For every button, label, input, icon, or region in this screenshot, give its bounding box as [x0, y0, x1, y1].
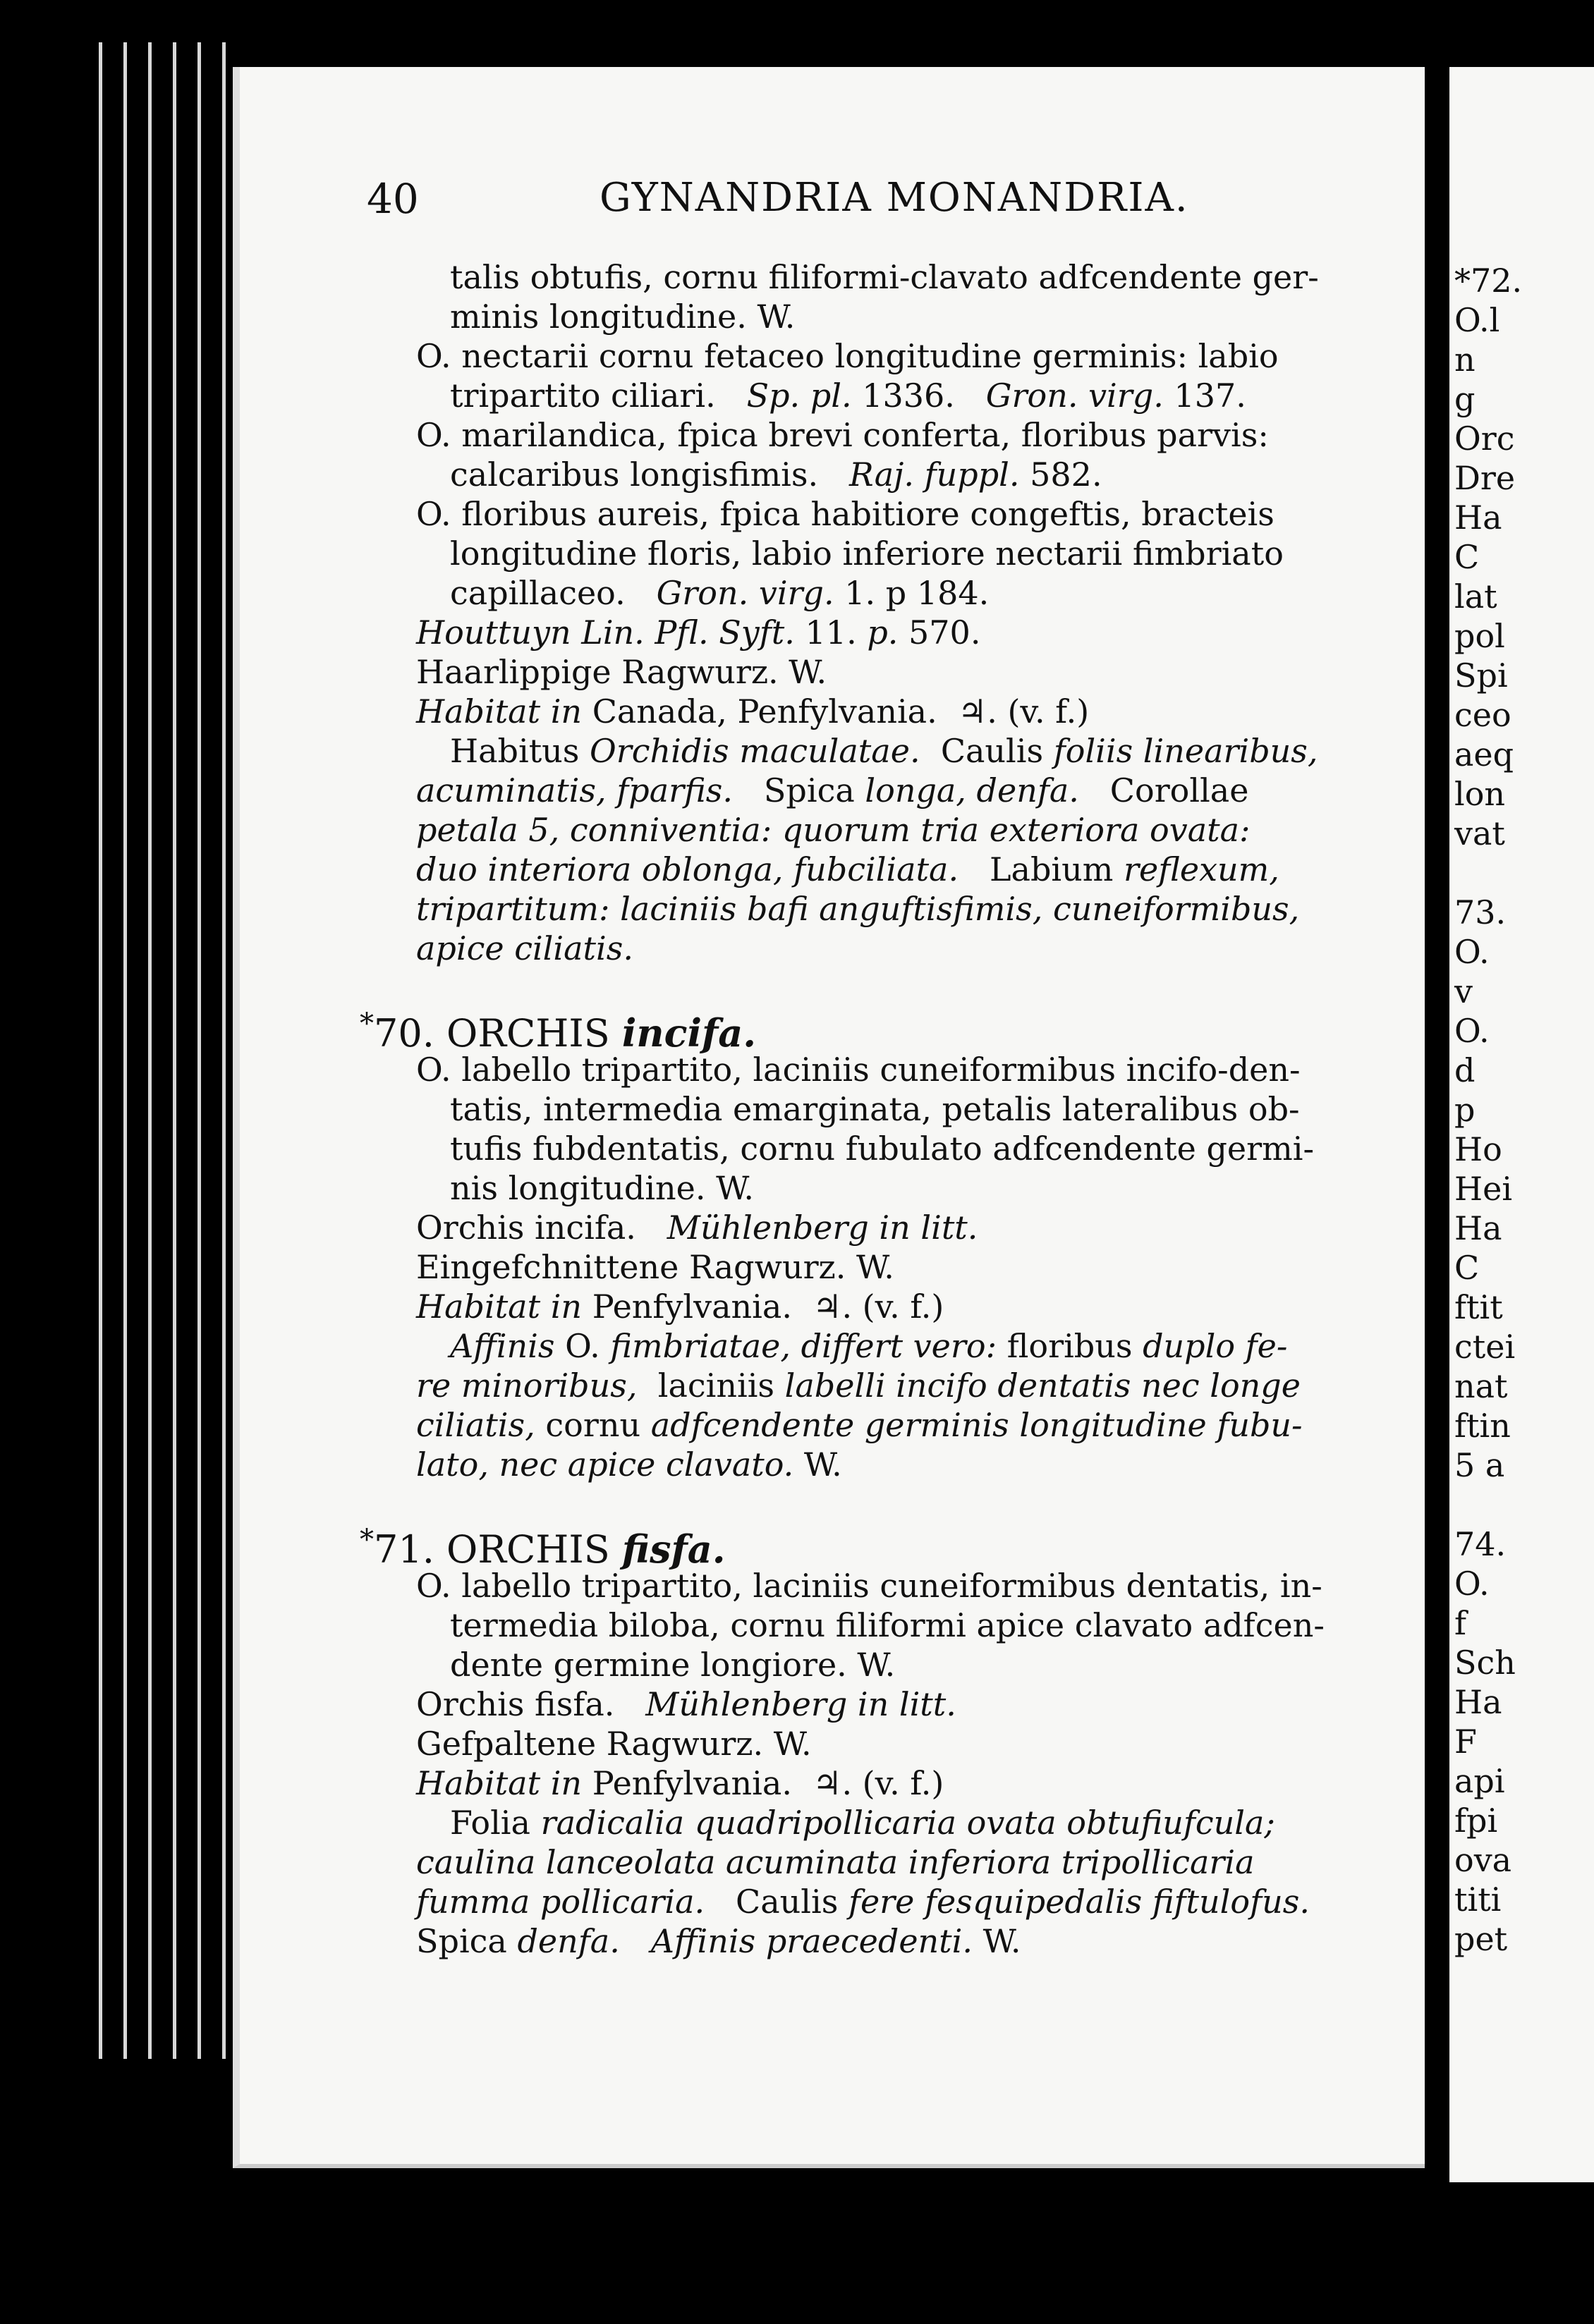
description-line [416, 1366, 1375, 1405]
text-span: labelli incifo dentatis nec longe [784, 1366, 1301, 1405]
perennial-sign: ♃. (v. f.) [957, 692, 1090, 730]
text-line: talis obtufis, cornu filiformi-clavato adfcendente ger- [450, 258, 1319, 296]
synonym-line [450, 573, 1375, 613]
species-heading-71 [360, 1514, 1375, 1572]
synonym-line: O. marilandica, fpica brevi conferta, floribus parvis: [416, 416, 1269, 454]
description-line [416, 850, 1375, 889]
right-page-fragment-line [1454, 1485, 1522, 1524]
right-page-fragment-line: fpi [1454, 1802, 1498, 1840]
page-edge-line [99, 42, 102, 2059]
text-span: Caulis [736, 1883, 839, 1921]
right-page-fragment-line: 74. [1454, 1525, 1507, 1563]
text-span: 137. [1174, 377, 1246, 415]
diagnosis-line: O. labello tripartito, laciniis cuneiformibus incifo-den- [416, 1051, 1301, 1089]
species-number-genus: 70. ORCHIS [374, 1011, 610, 1056]
asterisk-mark: * [360, 1524, 374, 1556]
description-line [416, 1921, 1375, 1961]
text-line: minis longitudine. W. [450, 298, 796, 336]
description-line: petala 5, conniventia: quorum tria exteriora ovata: [416, 811, 1251, 849]
text-span: reflexum, [1123, 850, 1279, 888]
habitat-place: Canada, Penfylvania. [592, 692, 937, 730]
synonym-line: longitudine floris, labio inferiore nectarii fimbriato [450, 534, 1284, 573]
diagnosis-line: termedia biloba, cornu filiformi apice clavato adfcen- [450, 1606, 1325, 1644]
text-span: Caulis [940, 732, 1044, 770]
right-page-fragment-line: lat [1454, 577, 1497, 616]
right-page-fragment-line: pet [1454, 1920, 1508, 1958]
right-page-fragment-line: aeq [1454, 735, 1514, 773]
right-page-fragment-line: Hei [1454, 1170, 1513, 1208]
synonym-line [416, 1208, 1375, 1247]
right-page-fragment-line: Dre [1454, 459, 1516, 497]
text-span: 11. [805, 613, 857, 652]
citation: Mühlenberg in litt. [645, 1685, 956, 1723]
description-line: apice ciliatis. [416, 929, 633, 967]
right-page-fragment-line: titi [1454, 1880, 1502, 1919]
text-span: p. [867, 613, 899, 652]
text-span: 1336. [862, 377, 955, 415]
text-span: radicalia quadripollicaria ovata obtufiufcula; [540, 1804, 1275, 1842]
text-span: cornu [545, 1406, 641, 1444]
text-span: re minoribus, [416, 1366, 638, 1405]
right-page-fragment-line: ftit [1454, 1288, 1503, 1326]
text-span: Folia [450, 1804, 530, 1842]
running-head: GYNANDRIA MONANDRIA. [600, 175, 1189, 221]
synonym-line: O. floribus aureis, fpica habitiore congeftis, bracteis [416, 495, 1274, 533]
text-span: 1. p 184. [844, 574, 990, 612]
diagnosis-line: O. labello tripartito, laciniis cuneiformibus dentatis, in- [416, 1567, 1322, 1605]
diagnosis-line: tatis, intermedia emarginata, petalis lateralibus ob- [450, 1090, 1300, 1128]
habitat-line [416, 1763, 1375, 1803]
perennial-sign: ♃. (v. f.) [813, 1288, 944, 1326]
diagnosis-line: nis longitudine. W. [450, 1169, 754, 1207]
habitat-place: Penfylvania. [592, 1764, 792, 1802]
text-span: 570. [908, 613, 981, 652]
page-edge-line [123, 42, 127, 2059]
text-span: W. [982, 1922, 1021, 1960]
text-span: Affinis [450, 1327, 555, 1365]
right-page-fragment-line: *72. [1454, 262, 1523, 300]
text-span: O. [565, 1327, 600, 1365]
text-span: W. [803, 1445, 842, 1484]
page-number: 40 [367, 175, 419, 223]
right-page-fragment-line: C [1454, 1249, 1480, 1287]
common-name: Eingefchnittene Ragwurz. W. [416, 1248, 894, 1286]
page-edge-line [173, 42, 176, 2059]
text-span: Orchis fisfa. [416, 1685, 615, 1723]
spacer [416, 968, 1375, 982]
species-epithet: fisfa. [621, 1527, 726, 1572]
diagnosis-line: tufis fubdentatis, cornu fubulato adfcendente germi- [450, 1130, 1315, 1168]
right-page-fragment-line: O. [1454, 1012, 1490, 1050]
citation: Gron. virg. [985, 377, 1164, 415]
right-page-fragment-line: d [1454, 1051, 1476, 1089]
description-line [416, 1445, 1375, 1484]
description-line [450, 1803, 1375, 1842]
habitat-label: Habitat in [416, 692, 583, 730]
text-span: duo interiora oblonga, fubciliata. [416, 850, 959, 888]
right-page-fragment-line: Ha [1454, 499, 1502, 537]
text-span: denfa. [517, 1922, 620, 1960]
text-span: acuminatis, fparfis. [416, 771, 734, 809]
text-span: Spica [763, 771, 855, 809]
right-page-fragment-line: Ha [1454, 1209, 1502, 1247]
right-page-fragment-line: ftin [1454, 1407, 1511, 1445]
right-page-fragment-line: O. [1454, 933, 1490, 971]
citation: Houttuyn Lin. Pfl. Syft. [416, 613, 795, 652]
description-line: tripartitum: laciniis bafi anguftisfimis, cuneiformibus, [416, 890, 1300, 928]
text-span: tripartito ciliari. [450, 377, 716, 415]
right-page-fragment-line: api [1454, 1762, 1505, 1800]
text-span: ciliatis, [416, 1406, 535, 1444]
right-page-fragment-line: Ho [1454, 1130, 1502, 1168]
description-line: caulina lanceolata acuminata inferiora tripollicaria [416, 1843, 1255, 1881]
common-name: Haarlippige Ragwurz. W. [416, 653, 827, 691]
page-edges [92, 42, 233, 2059]
right-page-fragment-line [1454, 853, 1522, 893]
habitat-line [416, 1287, 1375, 1326]
description-line [450, 731, 1375, 771]
text-span: Labium [989, 850, 1114, 888]
right-page-fragment-line: ceo [1454, 696, 1511, 734]
text-span: adfcendente germinis longitudine fubu- [650, 1406, 1303, 1444]
synonym-line [450, 455, 1375, 494]
text-span: floribus [1006, 1327, 1133, 1365]
right-page-fragment-line: ctei [1454, 1328, 1516, 1366]
common-name: Gefpaltene Ragwurz. W. [416, 1725, 812, 1763]
habitat-label: Habitat in [416, 1764, 583, 1802]
species-number-genus: 71. ORCHIS [374, 1527, 610, 1572]
right-page-fragment-line: Sch [1454, 1644, 1516, 1682]
habitat-label: Habitat in [416, 1288, 583, 1326]
text-span: Orchis incifa. [416, 1209, 636, 1247]
right-page-fragment-line: Orc [1454, 420, 1515, 458]
right-page-fragment-line: v [1454, 972, 1473, 1010]
text-span: fimbriatae, differt vero: [610, 1327, 997, 1365]
right-page-fragment-line: 73. [1454, 893, 1507, 931]
citation: Raj. fuppl. [849, 455, 1020, 494]
citation: Sp. pl. [746, 377, 852, 415]
right-page-fragment-line: nat [1454, 1367, 1508, 1405]
text-span: Spica [416, 1922, 507, 1960]
description-line [416, 771, 1375, 810]
citation-line [416, 613, 1375, 652]
right-page-fragment-line: C [1454, 538, 1480, 576]
spacer [416, 1484, 1375, 1498]
habitat-line [416, 692, 1375, 731]
text-span: capillaceo. [450, 574, 626, 612]
text-span: Corollae [1109, 771, 1249, 809]
right-page-fragment-line: n [1454, 341, 1476, 379]
text-span: lato, nec apice clavato. [416, 1445, 794, 1484]
species-heading-70 [360, 998, 1375, 1056]
text-span: Affinis praecedenti. [650, 1922, 973, 1960]
right-page-fragment-line: p [1454, 1091, 1476, 1129]
right-page-fragment-line: ova [1454, 1841, 1512, 1879]
habitat-place: Penfylvania. [592, 1288, 792, 1326]
right-page-fragment-line: g [1454, 380, 1476, 418]
right-page-fragment-line: F [1454, 1723, 1477, 1761]
right-page-fragment-line: lon [1454, 775, 1506, 813]
text-span: foliis linearibus, [1053, 732, 1318, 770]
right-page-fragment-line: pol [1454, 617, 1505, 655]
description-line [450, 1326, 1375, 1366]
text-span: duplo fe- [1143, 1327, 1288, 1365]
right-page-fragment-line: O.l [1454, 301, 1500, 339]
text-span: fumma pollicaria. [416, 1883, 705, 1921]
right-page-fragment-line: Spi [1454, 656, 1508, 695]
synonym-line [416, 1684, 1375, 1724]
page-edge-line [197, 42, 201, 2059]
citation: Gron. virg. [656, 574, 834, 612]
right-page-fragment-line: vat [1454, 814, 1505, 852]
text-span: calcaribus longisfimis. [450, 455, 819, 494]
text-span: Orchidis maculatae. [590, 732, 920, 770]
right-page-fragment-line: O. [1454, 1565, 1490, 1603]
right-page-fragment-line: f [1454, 1604, 1467, 1642]
right-page-fragment-line: Ha [1454, 1683, 1502, 1721]
asterisk-mark: * [360, 1008, 374, 1040]
page-edge-line [222, 42, 226, 2059]
text-span: fere fesquipedalis fiftulofus. [848, 1883, 1310, 1921]
perennial-sign: ♃. (v. f.) [813, 1764, 944, 1802]
right-page-fragment-line: 5 a [1454, 1446, 1505, 1484]
page-edge-line [148, 42, 152, 2059]
right-page-text [1454, 261, 1522, 1959]
text-span: longa, denfa. [865, 771, 1079, 809]
diagnosis-line: dente germine longiore. W. [450, 1646, 896, 1684]
description-line [416, 1405, 1375, 1445]
species-epithet: incifa. [621, 1010, 757, 1056]
synonym-line [450, 376, 1375, 415]
description-line [416, 1882, 1375, 1921]
page-body [360, 257, 1375, 1961]
text-span: laciniis [657, 1366, 775, 1405]
text-span: Habitus [450, 732, 580, 770]
text-span: 582. [1030, 455, 1102, 494]
citation: Mühlenberg in litt. [667, 1209, 978, 1247]
synonym-line: O. nectarii cornu fetaceo longitudine germinis: labio [416, 337, 1279, 375]
